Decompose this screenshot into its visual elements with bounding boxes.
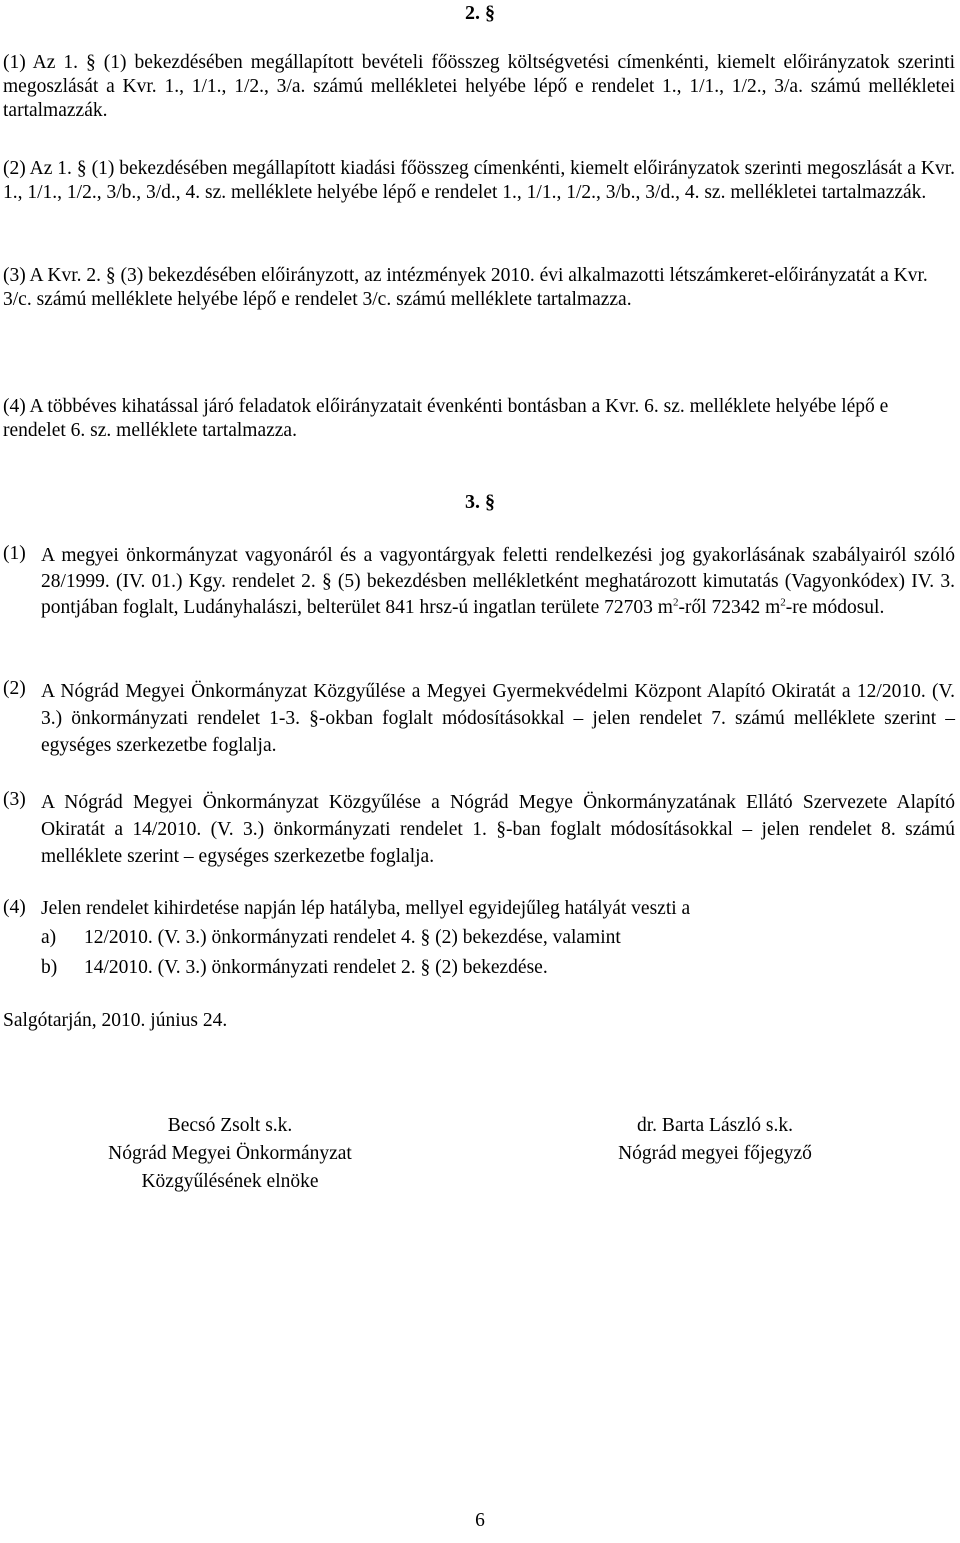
superscript-2: 2 <box>780 596 786 609</box>
paragraph-1-text-c: -re módosul. <box>785 597 885 618</box>
paragraph-1-text-b: -ről 72342 m <box>678 597 781 618</box>
section-3-heading: 3. § <box>465 491 495 513</box>
signatory-org-left: Nógrád Megyei Önkormányzat <box>108 1143 352 1164</box>
paragraph-1-text-a: A megyei önkormányzat vagyonáról és a vagyontárgyak feletti rendelkezési jog gyakorlásának szabályairól szóló 28/1999. (IV. 01.) Kgy. rendelet 2. § (5) bekezdésben mellékletként meghatározott kimutatás (Vagyonkódex) IV. 3. pontjában foglalt, Ludányhalászi, belterület 841 hrsz-ú ingatlan területe 72703 m <box>41 545 955 618</box>
signatory-title-left: Közgyűlésének elnöke <box>141 1171 319 1192</box>
section-3-p1-number: (1) <box>3 543 26 564</box>
page-number: 6 <box>475 1510 485 1531</box>
signatory-name-right: dr. Barta László s.k. <box>637 1115 793 1136</box>
section-2-paragraph-4: (4) A többéves kihatással járó feladatok előirányzatait évenkénti bontásban a Kvr. 6. sz. melléklete helyébe lépő e rendelet 6. sz. melléklete tartalmazza. <box>3 396 889 441</box>
repeal-list-item-a <box>41 927 621 949</box>
place-and-date: Salgótarján, 2010. június 24. <box>3 1010 228 1031</box>
section-3-paragraph-1 <box>41 543 955 621</box>
section-3-p4-number: (4) <box>3 897 26 918</box>
section-3-p3-number: (3) <box>3 789 26 810</box>
section-2-paragraph-1: (1) Az 1. § (1) bekezdésében megállapított bevételi főösszeg költségvetési címenkénti, kiemelt előirányzatok szerinti megoszlását a Kvr. 1., 1/1., 1/2., 3/a. számú mellékletei helyébe lépő e rendelet 1., 1/1., 1/2., 3/a. számú mellékletei tartalmazzák. <box>3 52 955 121</box>
list-label-b: b) <box>41 957 58 978</box>
section-3-paragraph-3: A Nógrád Megyei Önkormányzat Közgyűlése a Nógrád Megye Önkormányzatának Ellátó Szervezete Alapító Okiratát a 14/2010. (V. 3.) önkormányzati rendelet 1. §-ban foglalt módosításokkal – jelen rendelet 8. számú melléklete szerint – egységes szerkezetbe foglalja. <box>41 792 955 867</box>
section-3-p2-number: (2) <box>3 678 26 699</box>
section-2-heading: 2. § <box>465 2 495 24</box>
signatory-name-left: Becsó Zsolt s.k. <box>167 1115 293 1136</box>
section-2-paragraph-2: (2) Az 1. § (1) bekezdésében megállapított kiadási főösszeg címenkénti, kiemelt előirányzatok szerinti megoszlását a Kvr. 1., 1/1., 1/2., 3/b., 3/d., 4. sz. melléklete helyébe lépő e rendelet 1., 1/1., 1/2., 3/b., 3/d., 4. sz. mellékletei tartalmazzák. <box>3 158 955 203</box>
signature-left <box>60 1112 400 1196</box>
section-3-paragraph-2: A Nógrád Megyei Önkormányzat Közgyűlése a Megyei Gyermekvédelmi Központ Alapító Okiratát a 12/2010. (V. 3.) önkormányzati rendelet 1-3. §-okban foglalt módosításokkal – jelen rendelet 7. számú melléklete szerint – egységes szerkezetbe foglalja. <box>41 681 955 756</box>
signature-right <box>545 1112 885 1168</box>
list-text-a: 12/2010. (V. 3.) önkormányzati rendelet 4. § (2) bekezdése, valamint <box>84 927 621 948</box>
superscript-1: 2 <box>672 596 679 609</box>
repeal-list-item-b <box>41 957 548 979</box>
section-2-paragraph-3: (3) A Kvr. 2. § (3) bekezdésében előirányzott, az intézmények 2010. évi alkalmazotti létszámkeret-előirányzatát a Kvr. 3/c. számú melléklete helyébe lépő e rendelet 3/c. számú melléklete tartalmazza. <box>3 265 928 310</box>
section-3-paragraph-4: Jelen rendelet kihirdetése napján lép hatályba, mellyel egyidejűleg hatályát veszti a <box>41 898 691 919</box>
signatory-title-right: Nógrád megyei főjegyző <box>618 1143 812 1164</box>
list-label-a: a) <box>41 927 57 948</box>
list-text-b: 14/2010. (V. 3.) önkormányzati rendelet 2. § (2) bekezdése. <box>84 957 548 978</box>
